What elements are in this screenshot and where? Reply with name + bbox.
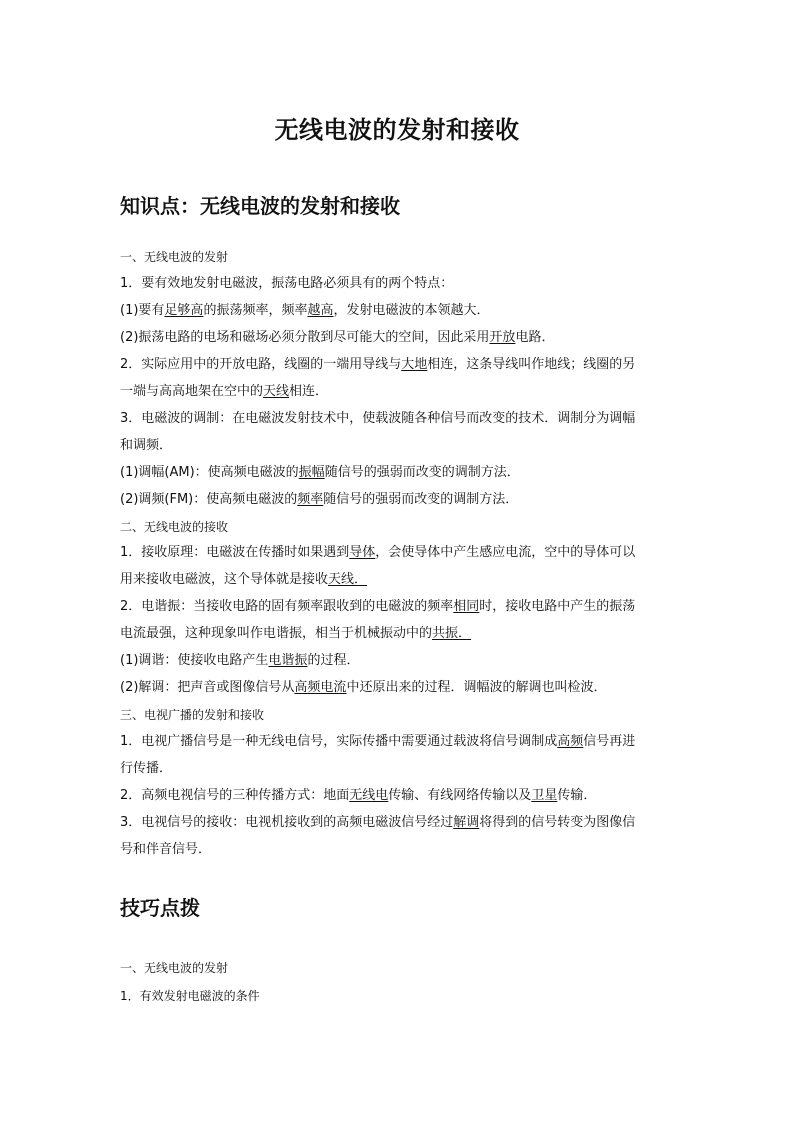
line-text: 将得到的信号转变为图像信 [479,814,636,830]
line-text: 一、无线电波的发射 [120,250,229,264]
line-text: 随信号的强弱而改变的调制方法． [323,491,519,507]
line-text: 传输． [557,788,597,803]
line-text: ，发射电磁波的本领越大． [333,302,490,318]
underlined-text: 足够高 [164,302,204,318]
section1-line [120,356,680,374]
section1-line [120,679,680,697]
section1-line [120,760,680,778]
line-text: 2．实际应用中的开放电路，线圈的一端用导线与 [120,356,402,372]
section-heading-tips: 技巧点拨 [120,896,200,920]
document-title: 无线电波的发射和接收 [274,116,520,144]
underlined-text: 无线电 [349,788,389,803]
underlined-text: 大地 [401,356,428,372]
underlined-text: 频率 [297,491,324,507]
line-text: 用来接收电磁波，这个导体就是接收 [120,572,329,588]
line-text: 电流最强，这种现象叫作电谐振，相当于机械振动中的 [120,626,433,642]
line-text: 行传播． [120,761,173,777]
line-text: 的过程． [307,653,360,669]
line-text: (1)要有 [120,302,165,318]
underlined-text: 共振． [432,626,472,642]
underlined-text: 开放 [489,329,516,345]
line-text: 1．电视广播信号是一种无线电信号，实际传播中需要通过载波将信号调制成 [120,734,558,750]
line-text: ，会使导体中产生感应电流，空中的导体可以 [375,545,636,561]
line-text: 1．接收原理：电磁波在传播时如果遇到 [120,545,350,561]
line-text: 一端与高高地架在空中的 [120,383,264,399]
section-heading-knowledge: 知识点：无线电波的发射和接收 [120,194,400,218]
line-text: (2)调频(FM)：使高频电磁波的 [120,491,298,507]
section1-line [120,437,680,455]
line-text: 2．高频电视信号的三种传播方式：地面 [120,788,350,803]
underlined-text: 电谐振 [268,653,308,669]
section1-line [120,410,680,428]
line-text: 二、无线电波的接收 [120,519,229,534]
section1-line [120,302,680,320]
underlined-text: 导体 [349,545,376,561]
line-text: 相连，这条导线叫作地线；线圈的另 [427,356,636,372]
section1-line [120,329,680,347]
line-text: 传输、有线网络传输以及 [388,788,532,803]
line-text: 3．电磁波的调制：在电磁波发射技术中，使载波随各种信号而改变的技术．调制分为调幅 [120,410,636,426]
section2-line [120,959,680,977]
underlined-text: 高频 [557,734,584,750]
underlined-text: 高频电流 [294,680,347,696]
section1-line [120,598,680,616]
line-text: 中还原出来的过程．调幅波的解调也叫检波． [346,680,607,696]
underlined-text: 天线． [328,572,368,588]
underlined-text: 越高 [307,302,334,318]
section1-line [120,706,680,724]
section1-line [120,733,680,751]
section1-line [120,625,680,643]
line-text: 的振荡频率，频率 [203,302,308,318]
underlined-text: 解调 [453,814,480,830]
section1-line [120,383,680,401]
line-text: 和调频． [120,437,173,453]
line-text: 信号再进 [583,734,636,750]
line-text: 号和伴音信号． [120,841,212,857]
line-text: 2．电谐振：当接收电路的固有频率跟收到的电磁波的频率 [120,599,454,615]
line-text: 时，接收电路中产生的振荡 [479,599,636,615]
section1-line [120,571,680,589]
section1-line [120,518,680,536]
line-text: 3．电视信号的接收：电视机接收到的高频电磁波信号经过 [120,814,454,830]
underlined-text: 卫星 [531,788,558,803]
line-text: (2)振荡电路的电场和磁场必须分散到尽可能大的空间，因此采用 [120,329,490,345]
line-text: (1)调幅(AM)：使高频电磁波的 [120,464,299,480]
section1-line [120,248,680,266]
line-text: 三、电视广播的发射和接收 [120,708,265,723]
section1-line [120,814,680,832]
line-text: (2)解调：把声音或图像信号从 [120,680,295,696]
underlined-text: 天线 [263,383,290,399]
underlined-text: 相同 [453,599,480,615]
line-text: 1．要有效地发射电磁波，振荡电路必须具有的两个特点： [120,275,454,291]
section1-line [120,464,680,482]
section1-line [120,652,680,670]
line-text: (1)调谐：使接收电路产生 [120,653,269,669]
section1-line [120,275,680,293]
underlined-text: 振幅 [298,464,325,480]
line-text: 电路． [515,329,555,345]
section1-line [120,544,680,562]
section1-line [120,841,680,859]
section1-line [120,787,680,805]
line-text: 一、无线电波的发射 [120,961,229,975]
section1-line [120,491,680,509]
line-text: 相连． [289,383,329,399]
line-text: 1．有效发射电磁波的条件 [120,989,260,1003]
line-text: 随信号的强弱而改变的调制方法． [324,464,520,480]
section2-line [120,987,680,1005]
